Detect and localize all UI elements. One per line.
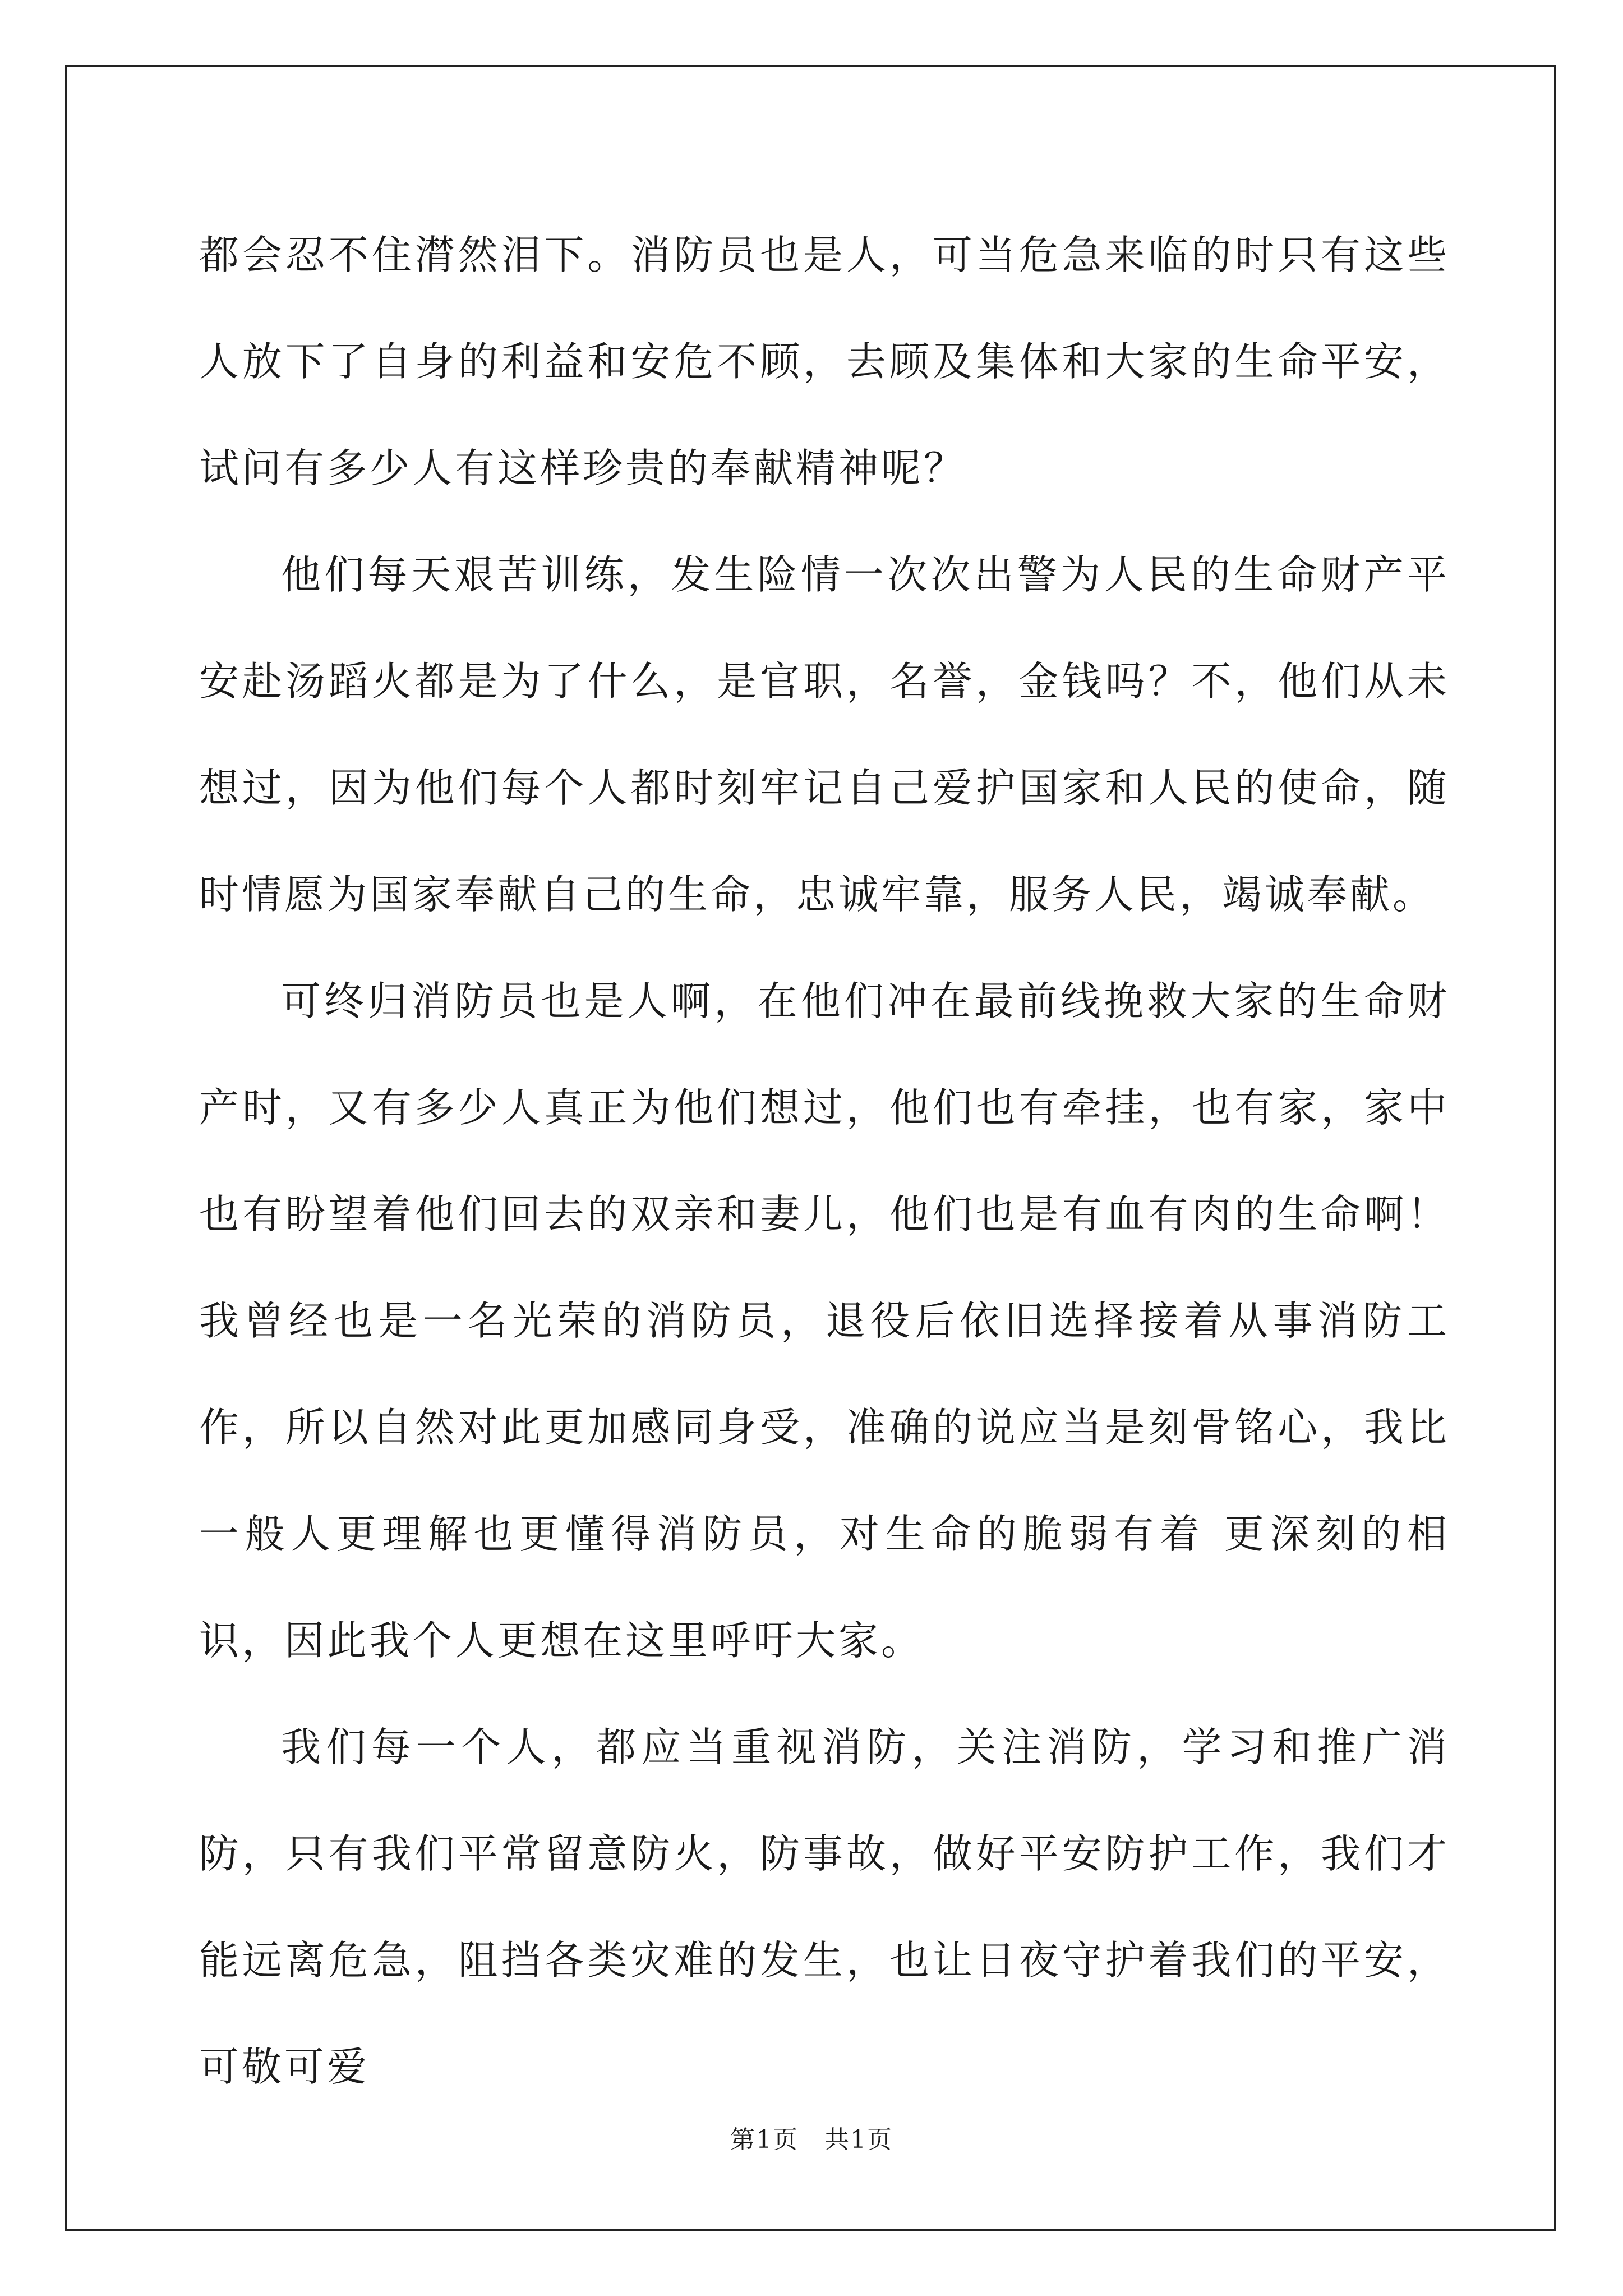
paragraph-3: 可终归消防员也是人啊，在他们冲在最前线挽救大家的生命财产时，又有多少人真正为他们想过，他们也有牵挂，也有家，家中也有盼望着他们回去的双亲和妻儿，他们也是有血有肉的生命啊！我曾经也是一名光荣的消防员，退役后依旧选择接着从事消防工作，所以自然对此更加感同身受，准确的说应当是刻骨铭心，我比一般人更理解也更懂得消防员，对生命的脆弱有着 更深刻的相识，因此我个人更想在这里呼吁大家。	[199, 978, 1450, 1664]
page-number-footer: 第1页 共1页	[730, 2125, 893, 2154]
document-body	[199, 202, 1450, 2120]
paragraph-2: 他们每天艰苦训练，发生险情一次次出警为人民的生命财产平安赴汤蹈火都是为了什么，是官职，名誉，金钱吗？不，他们从未想过，因为他们每个人都时刻牢记自己爱护国家和人民的使命，随时情愿为国家奉献自己的生命，忠诚牢靠，服务人民，竭诚奉献。	[199, 551, 1450, 918]
paragraph-1: 都会忍不住潸然泪下。消防员也是人，可当危急来临的时只有这些人放下了自身的利益和安危不顾，去顾及集体和大家的生命平安，试问有多少人有这样珍贵的奉献精神呢？	[199, 232, 1450, 491]
paragraph-4: 我们每一个人，都应当重视消防，关注消防，学习和推广消防，只有我们平常留意防火，防事故，做好平安防护工作，我们才能远离危急，阻挡各类灾难的发生，也让日夜守护着我们的平安，可敬可爱	[199, 1724, 1450, 2090]
